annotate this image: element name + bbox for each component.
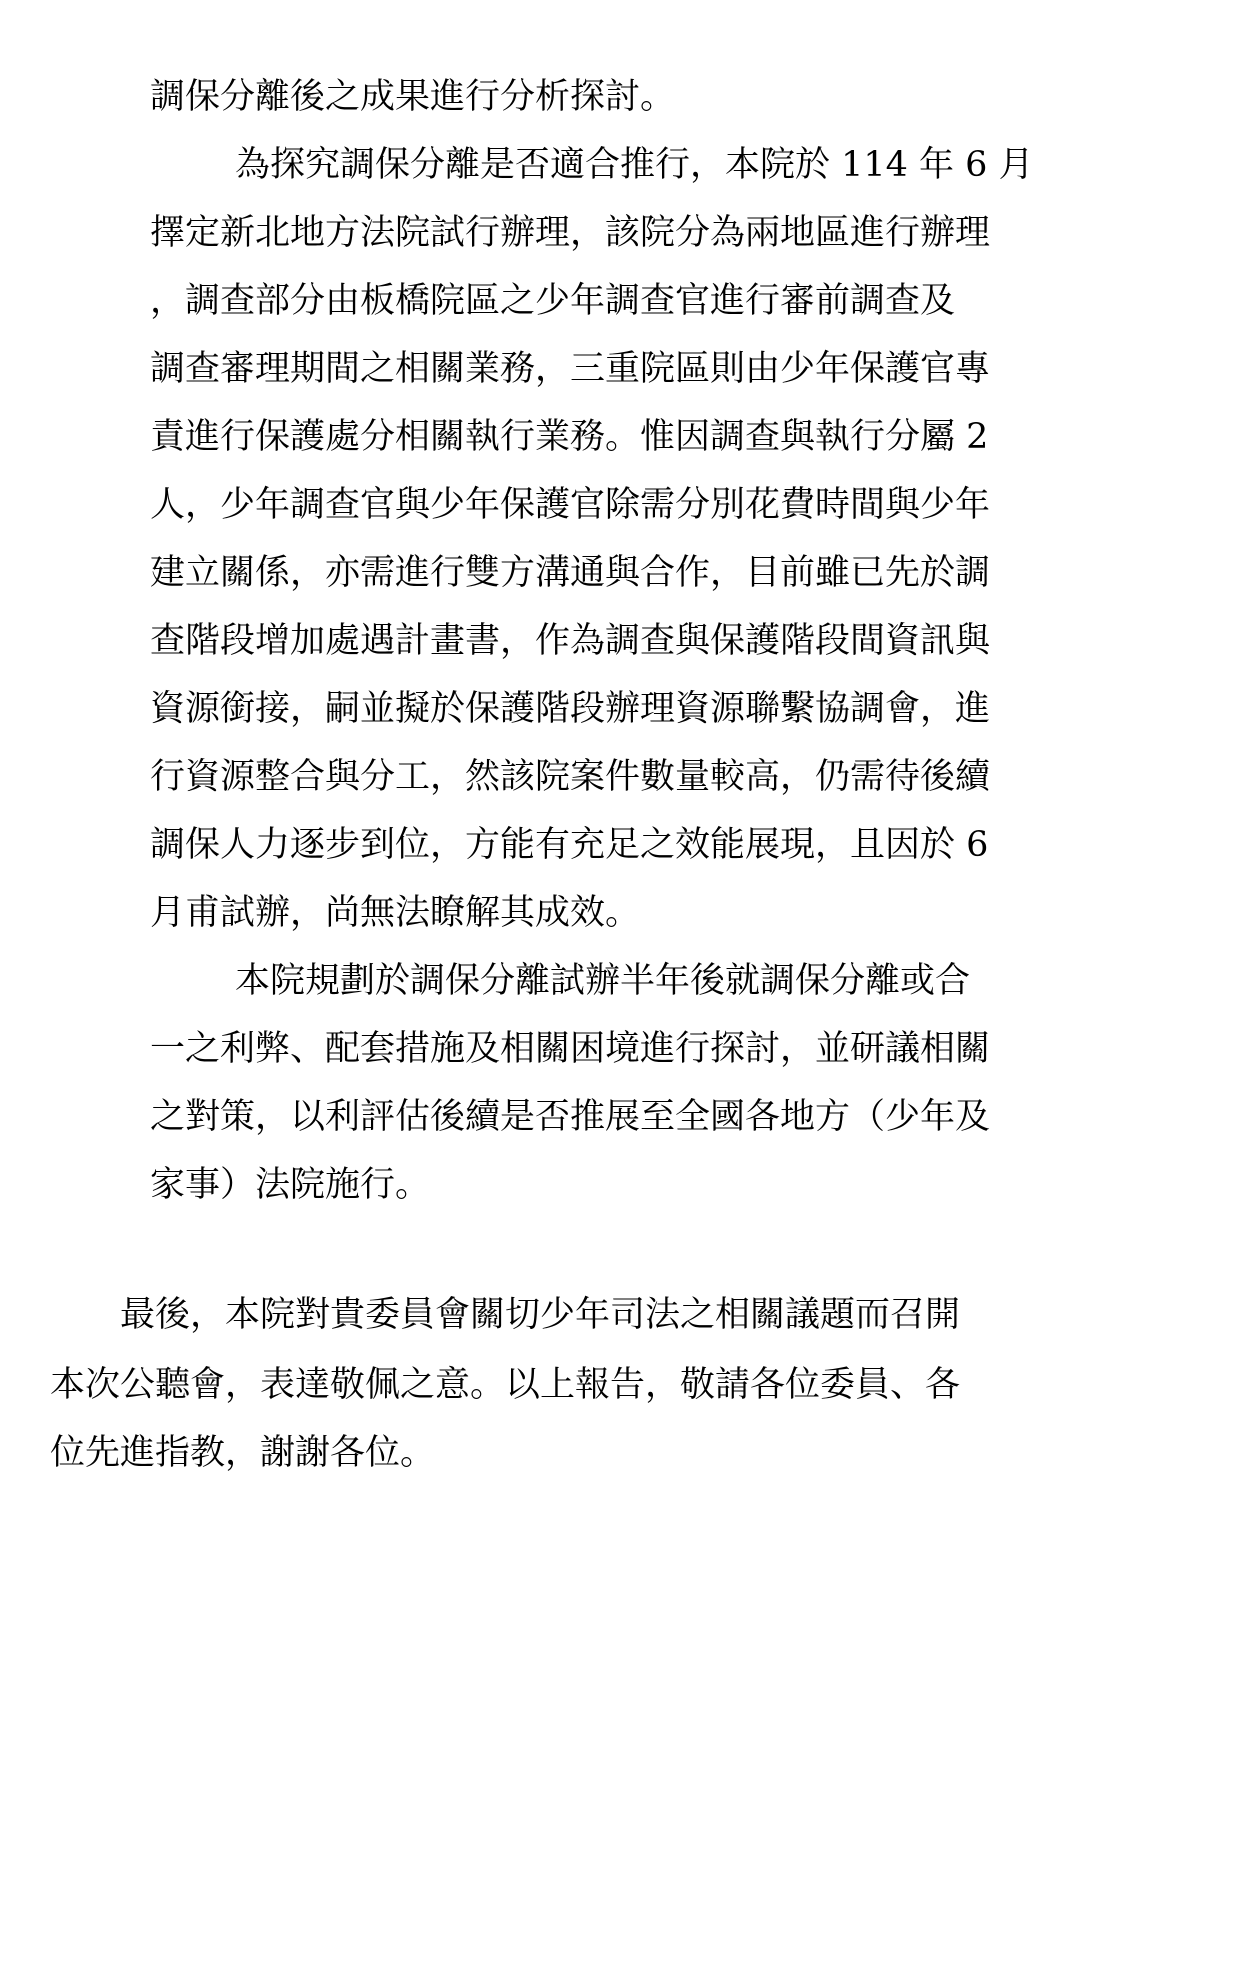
paragraph-line: 月甫試辦，尚無法瞭解其成效。 (150, 893, 641, 933)
paragraph-line: 之對策，以利評估後續是否推展至全國各地方（少年及 (150, 1097, 991, 1137)
paragraph-line: 為探究調保分離是否適合推行，本院於 114 年 6 月 (235, 145, 1034, 185)
paragraph-line: 行資源整合與分工，然該院案件數量較高，仍需待後續 (150, 757, 991, 797)
paragraph-line: 人，少年調查官與少年保護官除需分別花費時間與少年 (150, 485, 991, 525)
paragraph-line: 最後，本院對貴委員會關切少年司法之相關議題而召開 (120, 1295, 961, 1335)
paragraph-line: 責進行保護處分相關執行業務。惟因調查與執行分屬 2 (150, 417, 989, 457)
paragraph-line: ，調查部分由板橋院區之少年調查官進行審前調查及 (150, 281, 956, 321)
paragraph-line: 本院規劃於調保分離試辦半年後就調保分離或合 (235, 961, 971, 1001)
paragraph-line: 建立關係，亦需進行雙方溝通與合作，目前雖已先於調 (150, 553, 991, 593)
paragraph-line: 查階段增加處遇計畫書，作為調查與保護階段間資訊與 (150, 621, 991, 661)
paragraph-line: 調查審理期間之相關業務，三重院區則由少年保護官專 (150, 349, 991, 389)
paragraph-line: 本次公聽會，表達敬佩之意。以上報告，敬請各位委員、各 (50, 1365, 961, 1405)
paragraph-line: 調保分離後之成果進行分析探討。 (150, 77, 676, 117)
paragraph-line: 擇定新北地方法院試行辦理，該院分為兩地區進行辦理 (150, 213, 991, 253)
paragraph-line: 一之利弊、配套措施及相關困境進行探討，並研議相關 (150, 1029, 991, 1069)
paragraph-line: 位先進指教，謝謝各位。 (50, 1433, 436, 1473)
paragraph-line: 家事）法院施行。 (150, 1165, 431, 1205)
paragraph-line: 調保人力逐步到位，方能有充足之效能展現，且因於 6 (150, 825, 989, 865)
paragraph-line: 資源銜接，嗣並擬於保護階段辦理資源聯繫協調會，進 (150, 689, 991, 729)
